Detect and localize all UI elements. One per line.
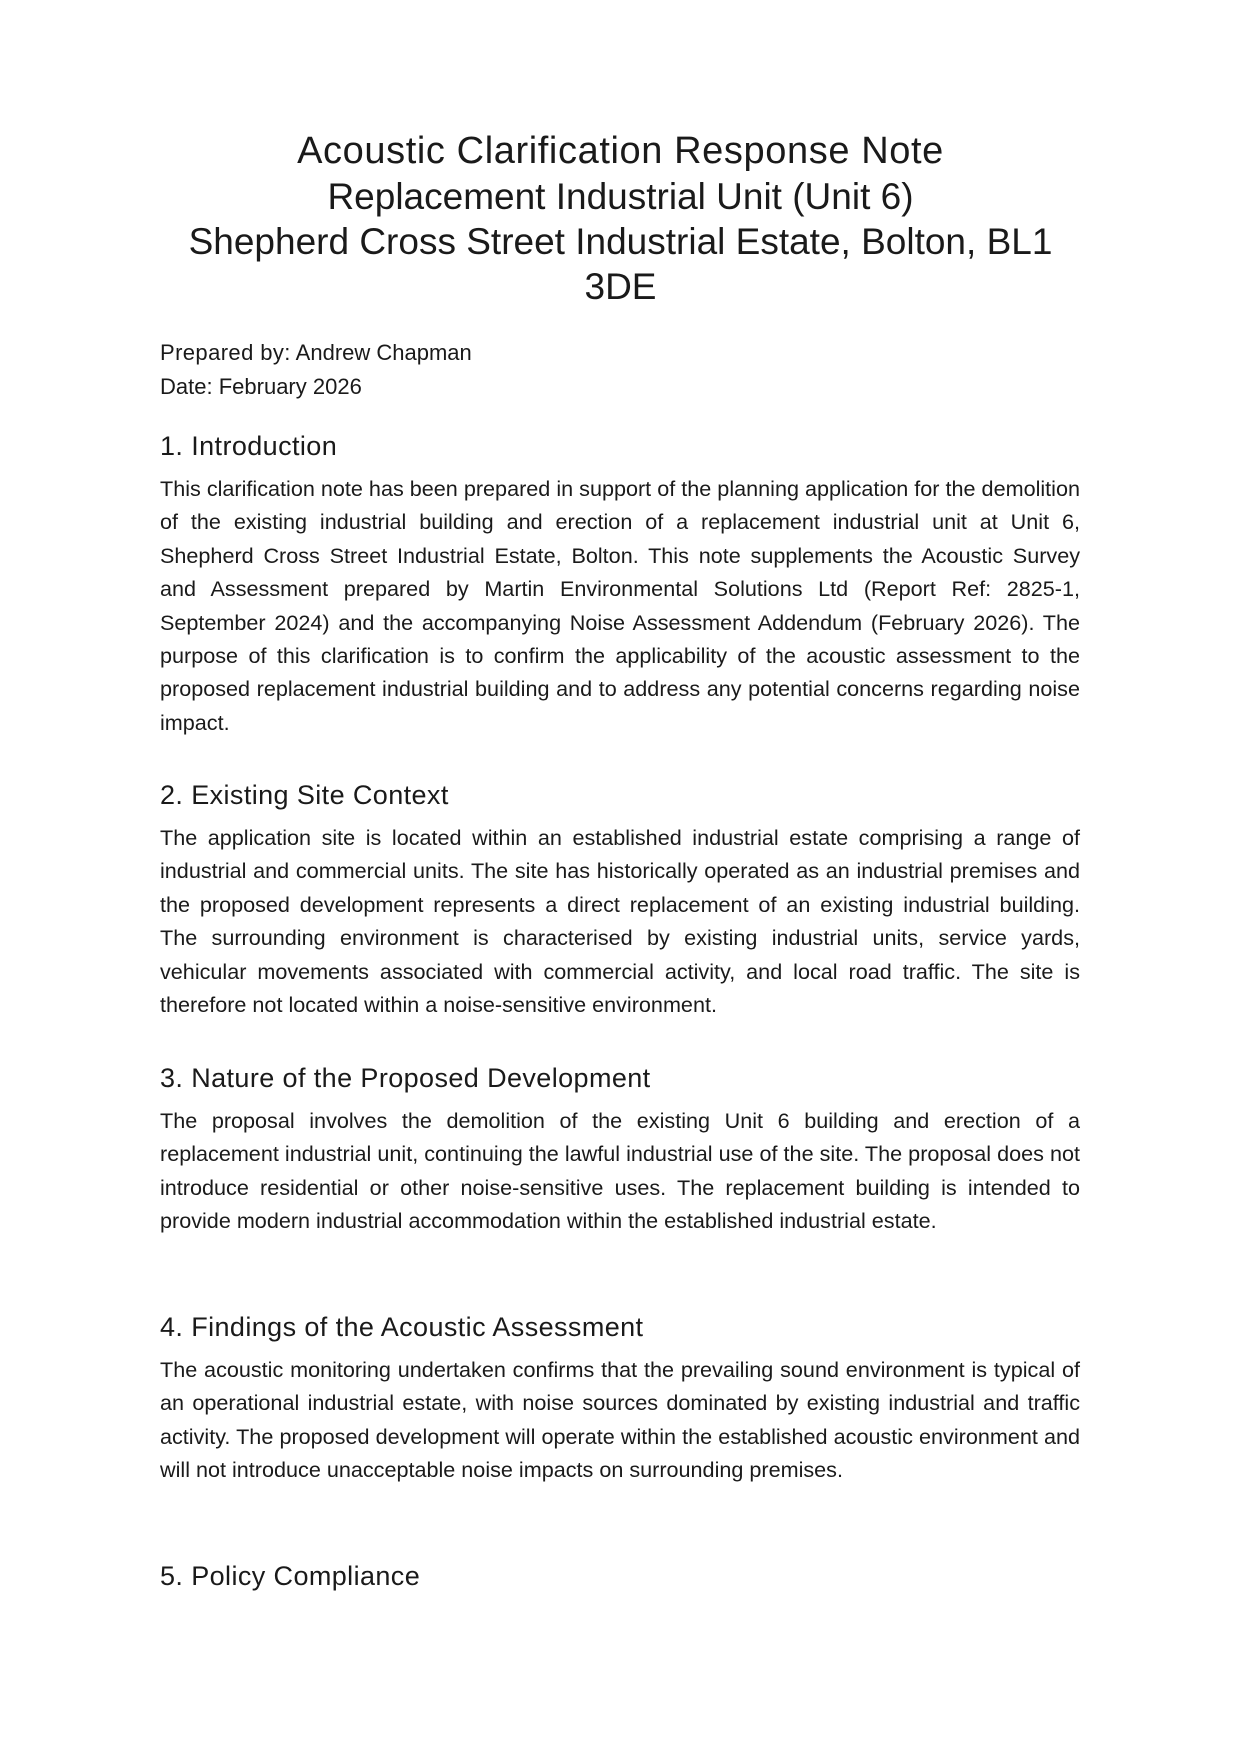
prepared-by-value: Andrew Chapman (295, 340, 472, 365)
section-heading-nature-of-development: 3. Nature of the Proposed Development (160, 1063, 651, 1093)
prepared-by-row (160, 336, 1080, 370)
title-line-1: Acoustic Clarification Response Note (297, 130, 944, 172)
section-heading-acoustic-findings: 4. Findings of the Acoustic Assessment (160, 1312, 644, 1342)
section-body-introduction: This clarification note has been prepared in support of the planning application for the demolition of the existing industrial building and erection of a replacement industrial unit at Unit 6, Shepherd Cross Street Industrial Estate, Bolton. This note supplements the Acoustic Survey and Assessment prepared by Martin Environmental Solutions Ltd (Report Ref: 2825-1, September 2024) and the accompanying Noise Assessment Addendum (February 2026). The purpose of this clarification is to confirm the applicability of the acoustic assessment to the proposed replacement industrial building and to address any potential concerns regarding noise impact. (160, 476, 1080, 735)
section-body-acoustic-findings: The acoustic monitoring undertaken confirms that the prevailing sound environment is typical of an operational industrial estate, with noise sources dominated by existing industrial and traffic activity. The proposed development will operate within the established acoustic environment and will not introduce unacceptable noise impacts on surrounding premises. (160, 1357, 1080, 1483)
section-body-nature-of-development: The proposal involves the demolition of the existing Unit 6 building and erection of a replacement industrial unit, continuing the lawful industrial use of the site. The proposal does not introduce residential or other noise-sensitive uses. The replacement building is intended to provide modern industrial accommodation within the established industrial estate. (160, 1108, 1080, 1234)
section-body-existing-site-context: The application site is located within an established industrial estate comprising a range of industrial and commercial units. The site has historically operated as an industrial premises and the proposed development represents a direct replacement of an existing industrial building. The surrounding environment is characterised by existing industrial units, service yards, vehicular movements associated with commercial activity, and local road traffic. The site is therefore not located within a noise-sensitive environment. (160, 825, 1080, 1018)
date-label: Date: (160, 374, 213, 399)
title-line-2: Replacement Industrial Unit (Unit 6) (327, 176, 914, 217)
date-value: February 2026 (218, 374, 362, 399)
date-row (160, 370, 1080, 404)
document-title (160, 128, 1081, 309)
title-line-3: Shepherd Cross Street Industrial Estate, Bolton, BL1 3DE (188, 221, 1053, 307)
prepared-by-label: Prepared by: (160, 340, 291, 365)
section-heading-policy-compliance: 5. Policy Compliance (160, 1561, 421, 1591)
section-heading-introduction: 1. Introduction (160, 431, 338, 461)
document-meta (160, 336, 1080, 404)
section-heading-existing-site-context: 2. Existing Site Context (160, 780, 449, 810)
